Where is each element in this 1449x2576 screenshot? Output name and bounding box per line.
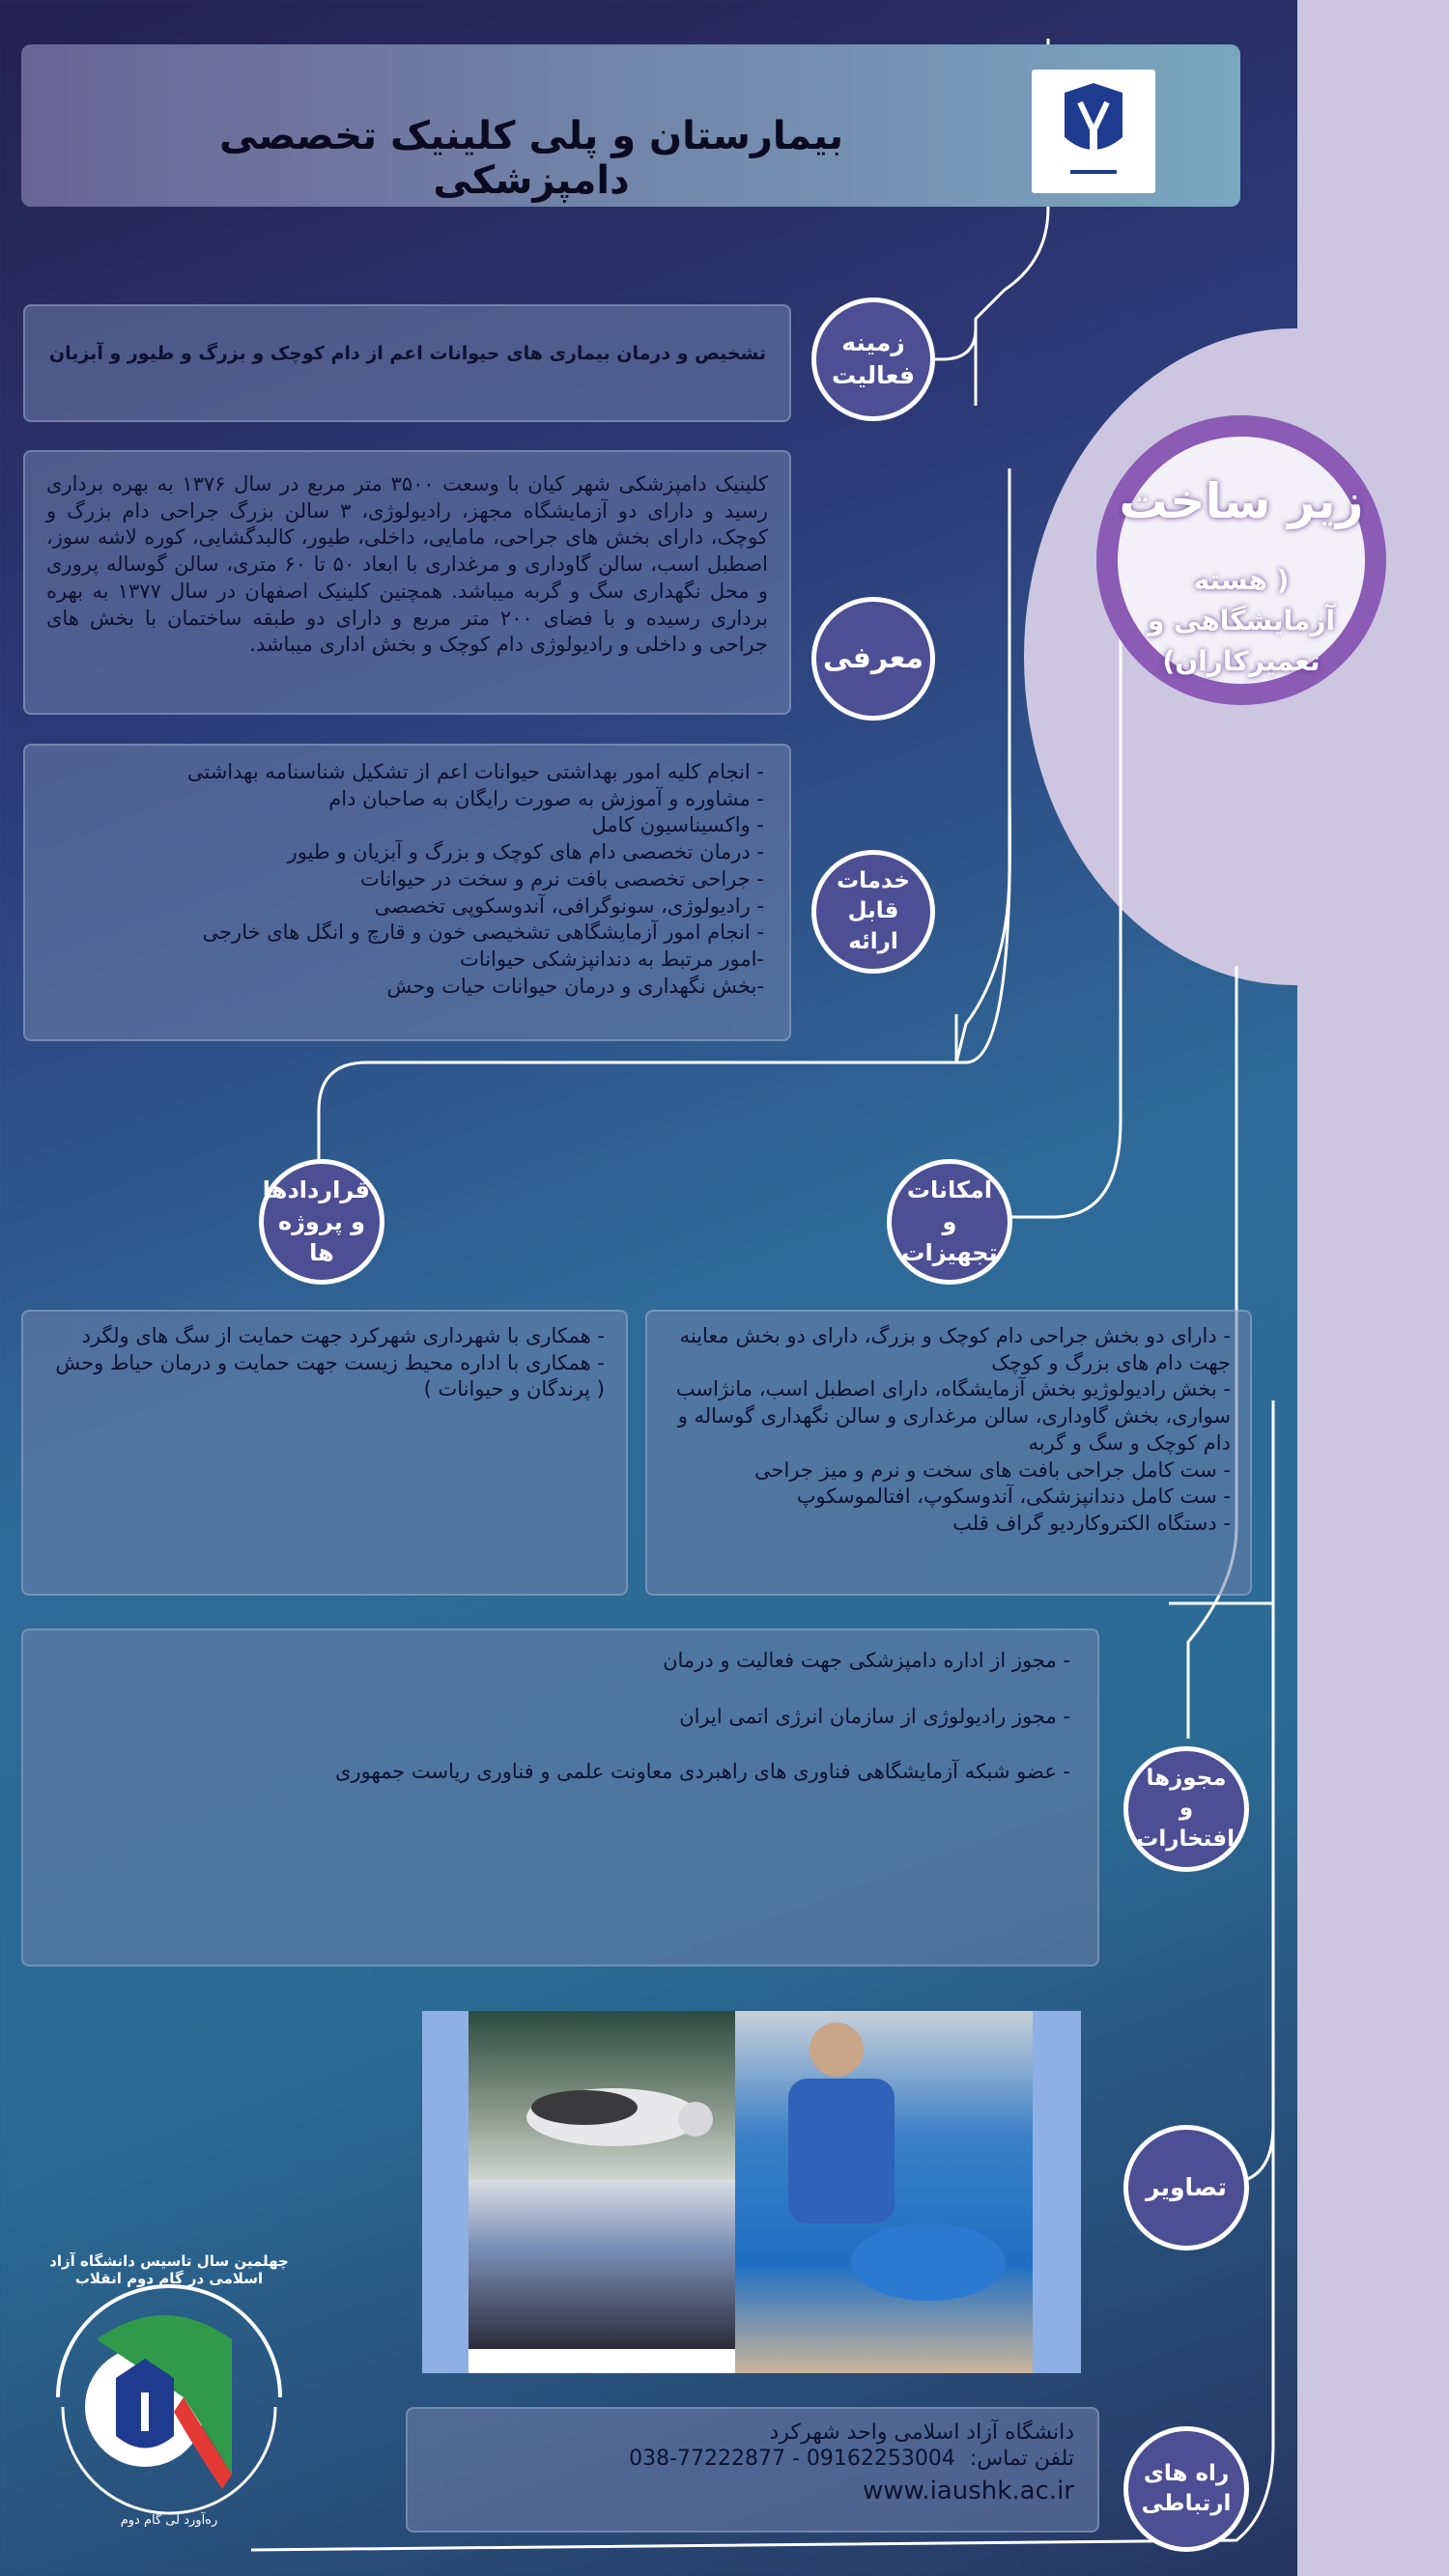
contact-phone-label: تلفن تماس: [969, 2447, 1074, 2471]
photo-collage [422, 2011, 1081, 2373]
list-item: - مجوز از اداره دامپزشکی جهت فعالیت و درمان [663, 1649, 1070, 1672]
images-circle [1123, 2125, 1249, 2250]
field-circle [811, 297, 935, 421]
contact-panel [406, 2407, 1099, 2533]
field-text: تشخیص و درمان بیماری های حیوانات اعم از دام کوچک و بزرگ و طیور و آبزیان [48, 343, 766, 364]
list-item: -امور مرتبط به دندانپزشکی حیوانات [460, 948, 764, 972]
images-label: تصاویر [1146, 2173, 1227, 2202]
infrastructure-title: زیر ساخت [1119, 473, 1364, 529]
contact-phone: 038-77222877 - 09162253004 [629, 2447, 955, 2471]
contact-label: راه های ارتباطی [1141, 2460, 1232, 2516]
list-item: - جراحی تخصصی بافت نرم و سخت در حیوانات [360, 866, 764, 891]
infrastructure-badge [1038, 357, 1444, 763]
services-list [50, 759, 764, 1000]
list-item: - واکسیناسیون کامل [591, 813, 764, 837]
list-item: - همکاری با اداره محیط زیست جهت حمایت و درمان حیاط وحش ( پرندگان و حیوانات ) [55, 1350, 605, 1401]
dog-icon [469, 2011, 735, 2180]
equipment-list [667, 1323, 1231, 1538]
contracts-list [44, 1323, 605, 1403]
licenses-label: مجوزها و افتخارات [1136, 1766, 1235, 1852]
list-item: - عضو شبکه آزمایشگاهی فناوری های راهبردی معاونت علمی و فناوری ریاست جمهوری [335, 1760, 1070, 1784]
list-item: - مجوز رادیولوژی از سازمان انرژی اتمی ایران [679, 1704, 1070, 1728]
contracts-label: قراردادها و پروژه ها [262, 1176, 370, 1267]
emblem-bottom-text: ره‌آورد لی گام دوم [120, 2513, 218, 2528]
intro-circle [811, 597, 935, 721]
anniversary-emblem [39, 2233, 299, 2552]
infrastructure-subtitle: ( هسته آزمایشگاهی و تعمیرکاران) [1147, 564, 1336, 677]
photo-banner [469, 2349, 735, 2373]
photo-surgeon [735, 2011, 1033, 2373]
licenses-panel [21, 1628, 1099, 1967]
contact-website[interactable]: www.iaushk.ac.ir [862, 2477, 1074, 2505]
list-item: - بخش رادیولوژیو بخش آزمایشگاه، دارای اصطبل اسب، مانژاسب سواری، بخش گاوداری، سالن مرغداری و سالن نگهداری گوساله و دام کوچک و سگ و گربه [675, 1377, 1231, 1455]
surgeon-icon [735, 2011, 1033, 2373]
photo-students [469, 2180, 735, 2349]
page-title: بیمارستان و پلی کلینیک تخصصی دامپزشکی [218, 114, 844, 203]
contact-university: دانشگاه آزاد اسلامی واحد شهرکرد [769, 2420, 1074, 2445]
contact-phone-row [431, 2447, 1074, 2471]
equipment-label: امکانات و تجهیزات [901, 1176, 998, 1267]
contracts-panel [21, 1310, 628, 1596]
list-item: - انجام امور آزمایشگاهی تشخیصی خون و قارچ و انگل های خارجی [202, 920, 764, 945]
emblem-ring-text: چهلمین سال تاسیس دانشگاه آزاد اسلامی در گام دوم انقلاب [49, 2252, 289, 2287]
equipment-circle [887, 1159, 1012, 1285]
list-item: - مشاوره و آموزش به صورت رایگان به صاحبان دام [328, 786, 764, 810]
services-label: خدمات قابل ارائه [837, 868, 910, 954]
list-item: - درمان تخصصی دام های کوچک و بزرگ و آبزیان و طیور [287, 840, 764, 864]
licenses-list [41, 1648, 1080, 1786]
list-item: -بخش نگهداری و درمان حیوانات حیات وحش [386, 974, 764, 998]
list-item: - رادیولوژی، سونوگرافی، آندوسکوپی تخصصی [374, 893, 764, 918]
services-circle [811, 850, 935, 974]
field-panel [23, 304, 791, 422]
list-item: - دارای دو بخش جراحی دام کوچک و بزرگ، دارای دو بخش معاینه جهت دام های بزرگ و کوچک [679, 1324, 1231, 1374]
intro-text: کلینیک دامپزشکی شهر کیان با وسعت ۳۵۰۰ متر مربع در سال ۱۳۷۶ به بهره برداری رسید و دارای دو آزمایشگاه مجهز، رادیولوژی، ۳ سالن بزرگ جراحی دام بزرگ و کوچک، دارای بخش های جراحی، مامایی، داخلی، طیور، کالبدگشایی، کوره لاشه سوز، اصطبل اسب، سالن گاوداری و مرغداری با ابعاد ۵۰ تا ۶۰ متری، سالن گوساله پروری و محل نگهداری سگ و گربه میباشد. همچنین کلینیک اصفهان در سال ۱۳۷۷ به بهره برداری رسیده و با فضای ۲۰۰ متر مربع و دارای دو طبقه ساختمان با بخش های جراحی و داخلی و رادیولوژی دام کوچک و بخش اداری میباشد. [46, 472, 768, 657]
intro-panel [23, 450, 791, 715]
intro-label: معرفی [822, 640, 924, 675]
field-label: زمینه فعالیت [832, 328, 915, 389]
equipment-panel [645, 1310, 1252, 1596]
licenses-circle [1123, 1746, 1249, 1872]
university-logo [1032, 70, 1155, 193]
contact-circle [1123, 2426, 1249, 2552]
services-panel [23, 744, 791, 1041]
list-item: - ست کامل جراحی بافت های سخت و نرم و میز جراحی [753, 1458, 1231, 1482]
list-item: - دستگاه الکتروکاردیو گراف قلب [952, 1512, 1231, 1536]
contracts-circle [259, 1159, 384, 1285]
list-item: - همکاری با شهرداری شهرکرد جهت حمایت از سگ های ولگرد [81, 1324, 605, 1347]
list-item: - انجام کلیه امور بهداشتی حیوانات اعم از تشکیل شناسنامه بهداشتی [186, 760, 764, 783]
list-item: - ست کامل دندانپزشکی، آندوسکوپ، افتالموسکوپ [796, 1485, 1231, 1509]
photo-surgery-dog [469, 2011, 735, 2180]
